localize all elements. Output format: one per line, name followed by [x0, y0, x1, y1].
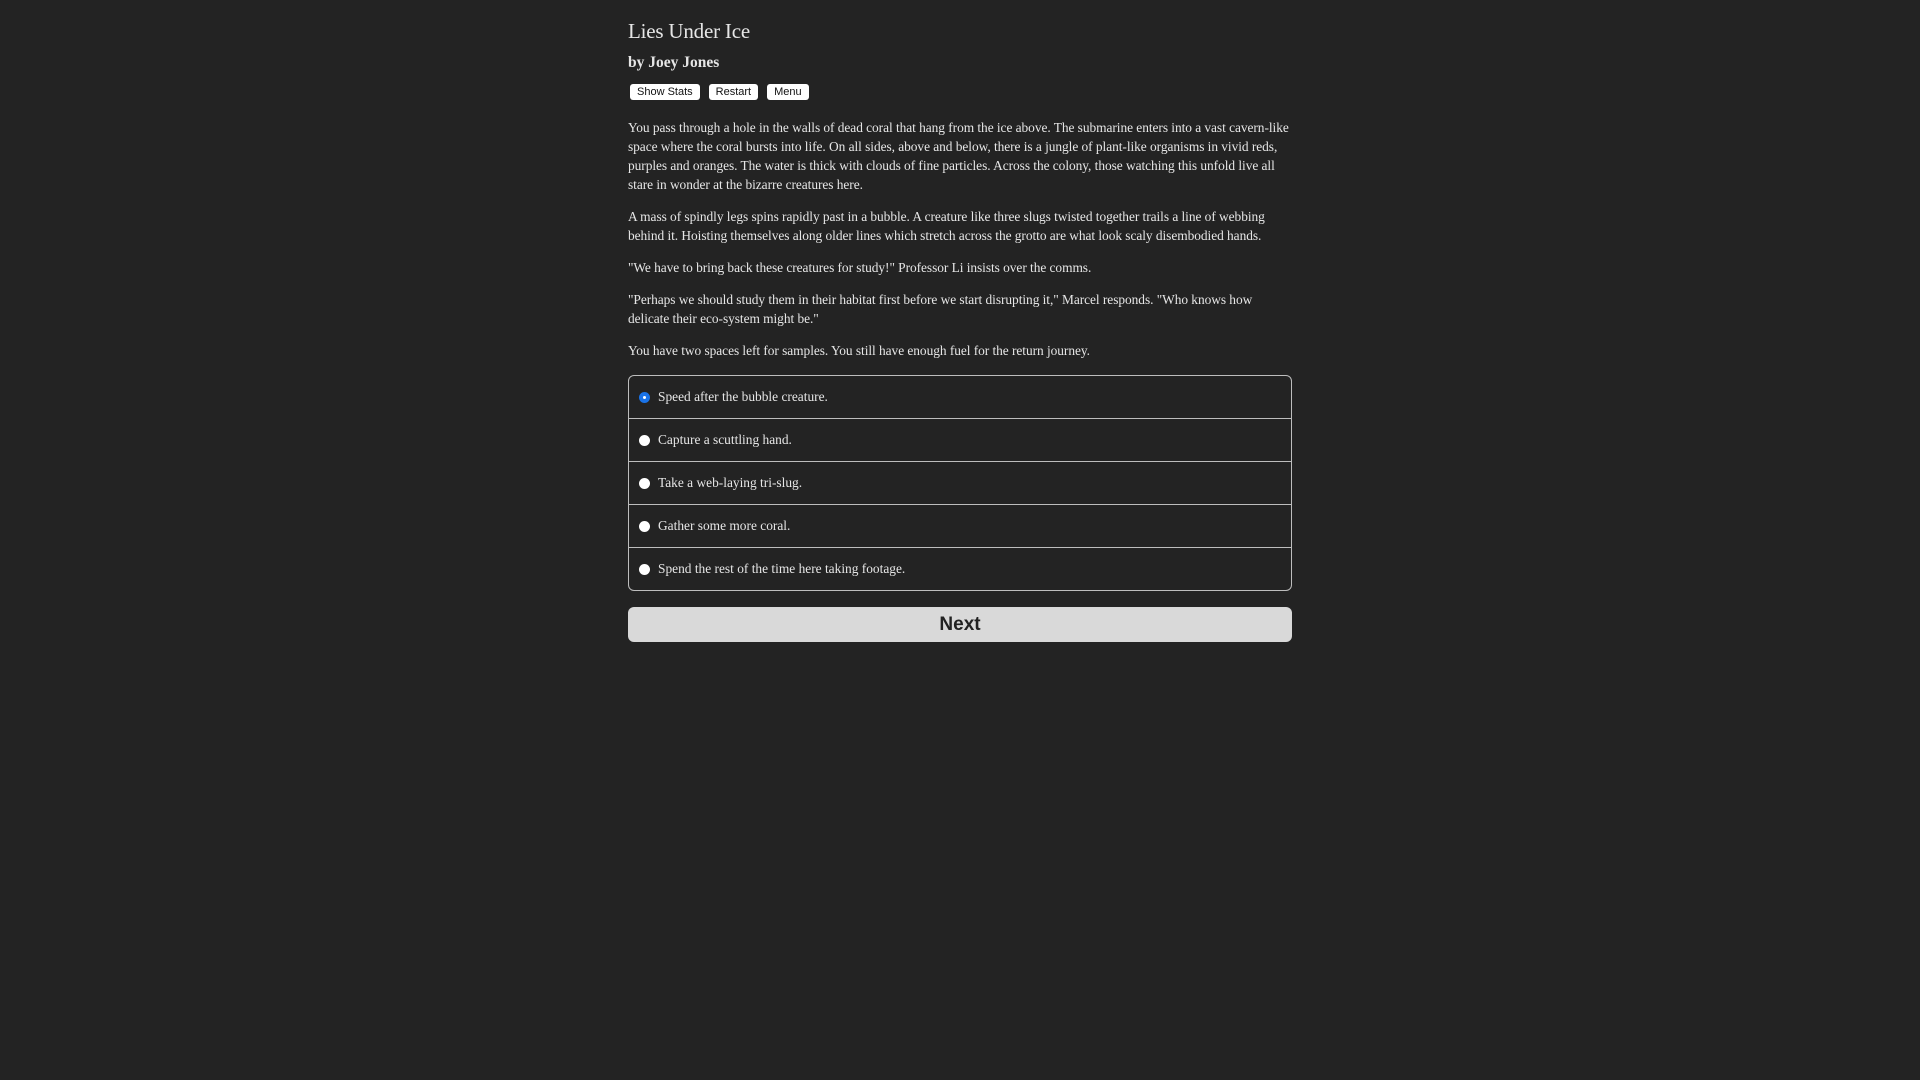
story-paragraph: "We have to bring back these creatures for study!" Professor Li insists over the comms. — [628, 260, 1092, 275]
story-paragraph: A mass of spindly legs spins rapidly past in a bubble. A creature like three slugs twisted together trails a line of webbing behind it. Hoisting themselves along older lines which stretch across the grotto are what look scaly disembodied hands. — [628, 209, 1265, 243]
choice-label: Gather some more coral. — [658, 518, 791, 533]
choice-option-capture-hand[interactable] — [629, 418, 1291, 461]
action-bar — [628, 84, 1292, 102]
game-title: Lies Under Ice — [628, 19, 750, 43]
radio-checked-icon[interactable] — [639, 392, 650, 403]
menu-button[interactable]: Menu — [767, 84, 809, 100]
radio-unchecked-icon[interactable] — [639, 435, 650, 446]
next-button[interactable]: Next — [628, 607, 1292, 642]
choice-label: Spend the rest of the time here taking footage. — [658, 561, 906, 576]
choice-label: Capture a scuttling hand. — [658, 432, 792, 447]
radio-unchecked-icon[interactable] — [639, 564, 650, 575]
story-paragraph: "Perhaps we should study them in their habitat first before we start disrupting it," Marcel responds. "Who knows how delicate their eco-system might be." — [628, 292, 1253, 326]
radio-unchecked-icon[interactable] — [639, 478, 650, 489]
radio-unchecked-icon[interactable] — [639, 521, 650, 532]
story-paragraph: You pass through a hole in the walls of dead coral that hang from the ice above. The submarine enters into a vast cavern-like space where the coral bursts into life. On all sides, above and below, there is a jungle of plant-like organisms in vivid reds, purples and oranges. The water is thick with clouds of fine particles. Across the colony, those watching this unfold live all stare in wonder at the bizarre creatures here. — [628, 120, 1289, 192]
choice-list — [628, 375, 1292, 591]
choice-option-gather-coral[interactable] — [629, 504, 1291, 547]
show-stats-button[interactable]: Show Stats — [630, 84, 700, 100]
choice-option-speed-after-bubble[interactable] — [629, 376, 1291, 418]
author-byline: by Joey Jones — [628, 54, 720, 71]
story-text — [628, 118, 1292, 360]
choice-label: Take a web-laying tri-slug. — [658, 475, 803, 490]
choice-option-take-tri-slug[interactable] — [629, 461, 1291, 504]
choice-label: Speed after the bubble creature. — [658, 389, 828, 404]
choice-option-take-footage[interactable] — [629, 547, 1291, 590]
story-paragraph: You have two spaces left for samples. You still have enough fuel for the return journey. — [628, 343, 1090, 358]
restart-button[interactable]: Restart — [709, 84, 758, 100]
game-container — [628, 0, 1292, 642]
